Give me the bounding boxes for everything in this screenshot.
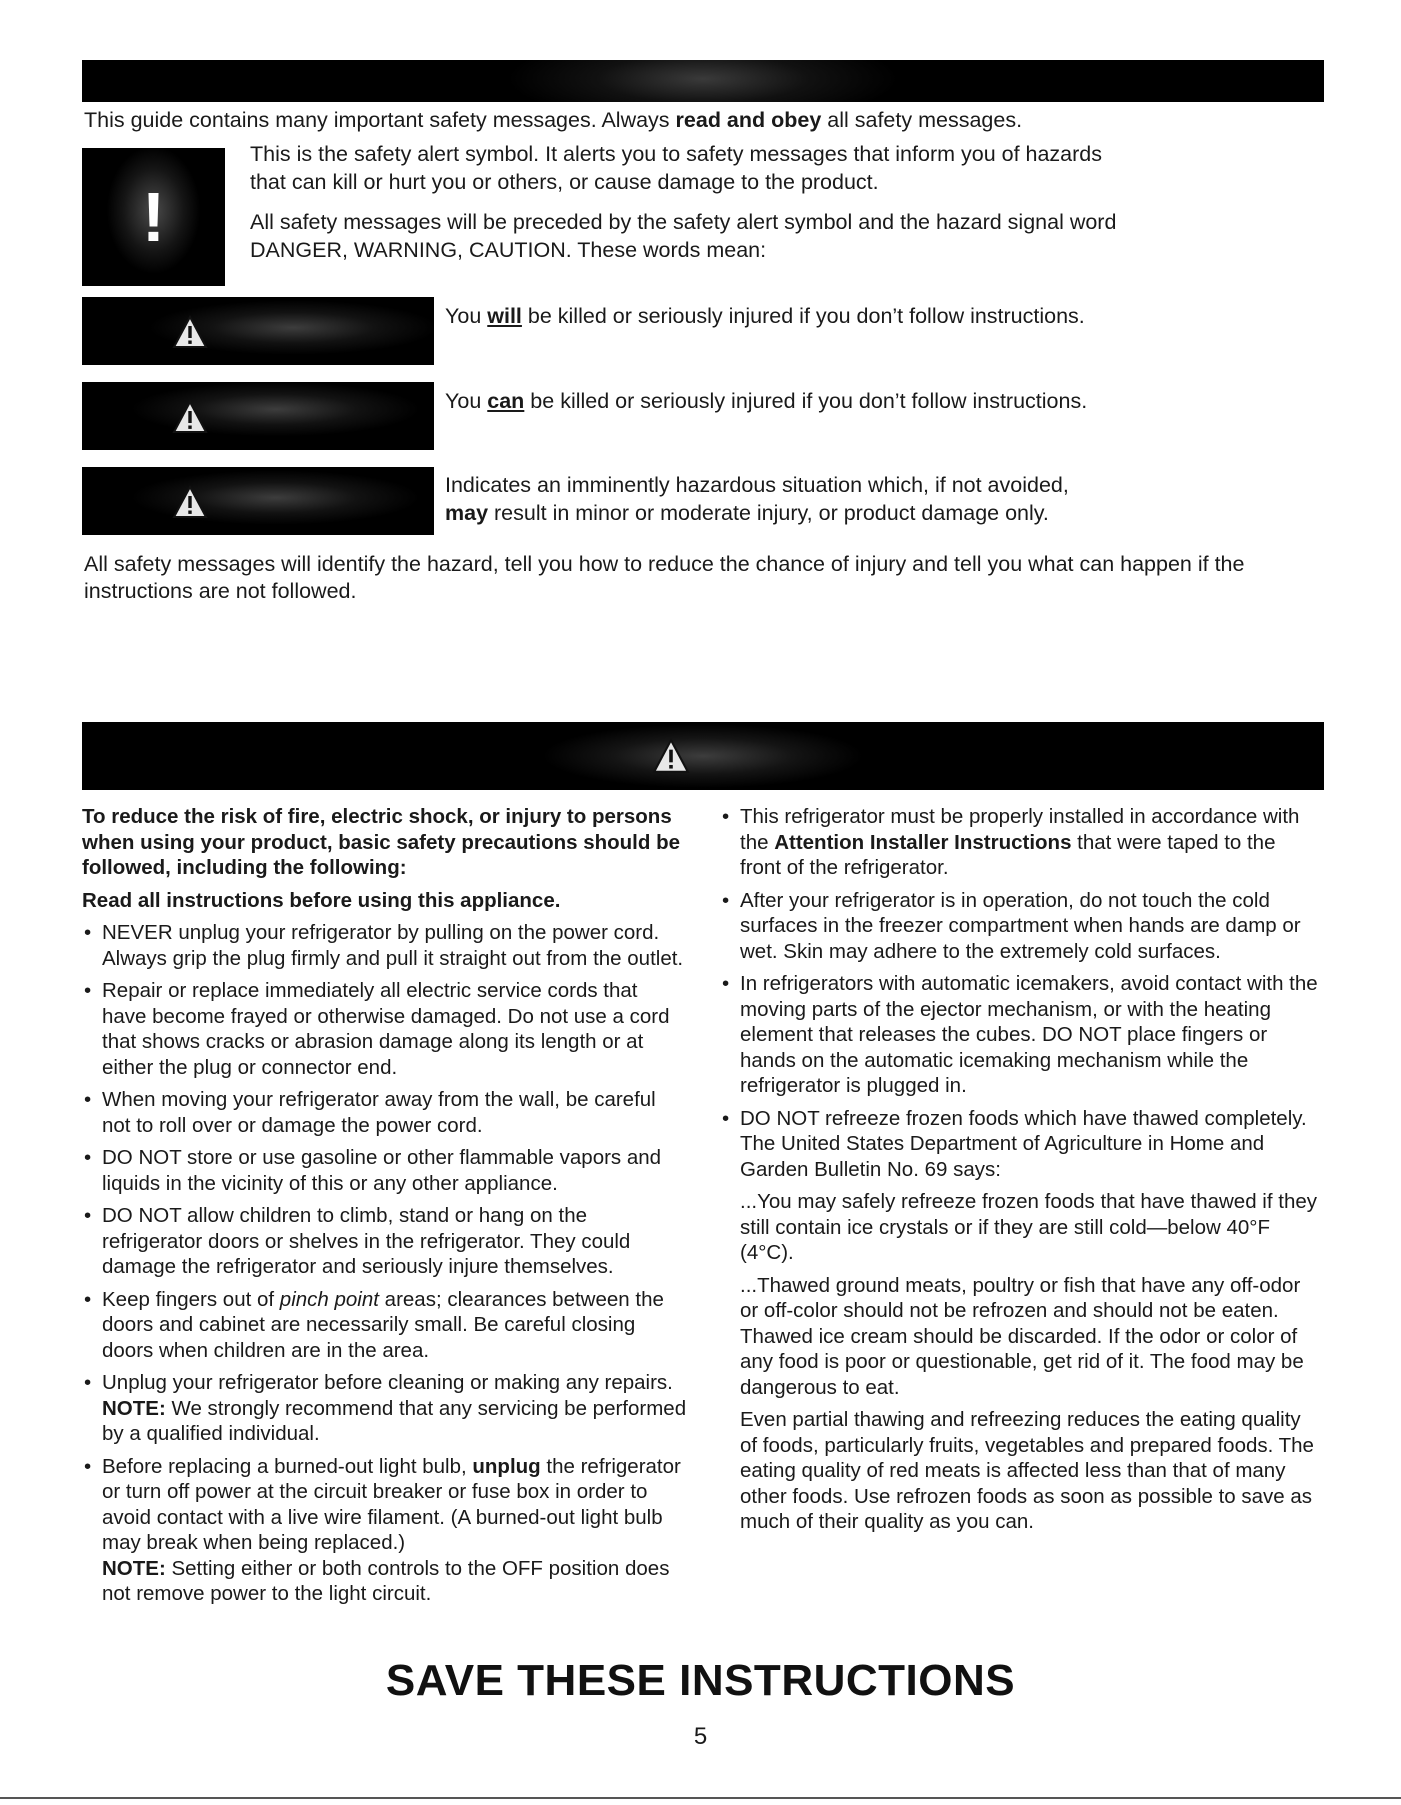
list-item: • DO NOT allow children to climb, stand or hang on the refrigerator doors or shelves in the refrigerator. They could damage the refrigerator and seriously injure themselves. xyxy=(82,1203,687,1280)
usda-quote-3: Even partial thawing and refreezing reduces the eating quality of foods, particularly fruits, vegetables and prepared foods. The eating quality of red meats is affected less than that of many other foods. Use refrozen foods as soon as possible to save as much of their quality as you can. xyxy=(740,1408,1314,1533)
left-bullet-list xyxy=(82,920,687,1607)
footer-divider xyxy=(0,1797,1401,1799)
warning-triangle-icon xyxy=(172,485,208,519)
safety-messages-paragraph: All safety messages will identify the hazard, tell you how to reduce the chance of injury and tell you what can happen if the instructions are not followed. xyxy=(84,552,1245,603)
right-bullet-list xyxy=(720,804,1320,1182)
list-item: • This refrigerator must be properly installed in accordance with the Attention Installer Instructions that were taped to the front of the refrigerator. xyxy=(720,804,1320,881)
list-item: • DO NOT store or use gasoline or other flammable vapors and liquids in the vicinity of this or any other appliance. xyxy=(82,1145,687,1196)
list-item: • When moving your refrigerator away from the wall, be careful not to roll over or damage the power cord. xyxy=(82,1087,687,1138)
caution-meaning: Indicates an imminently hazardous situation which, if not avoided, may result in minor or moderate injury, or product damage only. xyxy=(445,473,1069,525)
list-item: • In refrigerators with automatic icemakers, avoid contact with the moving parts of the ejector mechanism, or with the heating element that releases the cubes. DO NOT place fingers or hands on the automatic icemaking mechanism while the refrigerator is plugged in. xyxy=(720,971,1320,1099)
save-instructions-title: SAVE THESE INSTRUCTIONS xyxy=(385,1656,1016,1705)
exclamation-icon: ! xyxy=(141,178,166,256)
right-column xyxy=(720,804,1320,1542)
list-item: • DO NOT refreeze frozen foods which have thawed completely. The United States Department of Agriculture in Home and Garden Bulletin No. 69 says: xyxy=(720,1106,1320,1183)
danger-label xyxy=(82,297,434,365)
safety-header-bar xyxy=(82,60,1324,102)
list-item: • Keep fingers out of pinch point areas; clearances between the doors and cabinet are necessarily small. Be careful closing doors when children are in the area. xyxy=(82,1287,687,1364)
warning-label xyxy=(82,382,434,450)
read-all-instructions: Read all instructions before using this appliance. xyxy=(82,888,561,912)
intro-text: This guide contains many important safety messages. Always read and obey all safety messages. xyxy=(84,108,1023,132)
warning-meaning: You can be killed or seriously injured if you don’t follow instructions. xyxy=(445,389,1088,413)
warning-triangle-icon xyxy=(172,400,208,434)
list-item: • Repair or replace immediately all electric service cords that have become frayed or otherwise damaged. Do not use a cord that shows cracks or abrasion damage along its length or at either the plug or connector end. xyxy=(82,978,687,1080)
danger-meaning: You will be killed or seriously injured if you don’t follow instructions. xyxy=(445,304,1085,328)
list-item: • Before replacing a burned-out light bulb, unplug the refrigerator or turn off power at the circuit breaker or fuse box in order to avoid contact with a live wire filament. (A burned-out light bulb may break when being replaced.) NOTE: Setting either or both controls to the OFF position does not remove power to the light circuit. xyxy=(82,1454,687,1607)
important-safety-bar xyxy=(82,722,1324,790)
alert-symbol-description: This is the safety alert symbol. It alerts you to safety messages that inform you of hazards that can kill or hurt you or others, or cause damage to the product. xyxy=(250,142,1103,194)
usda-quote-1: ...You may safely refreeze frozen foods that have thawed if they still contain ice crystals or if they are still cold—below 40°F (4°C). xyxy=(740,1190,1317,1264)
warning-triangle-icon xyxy=(652,738,690,774)
list-item: • NEVER unplug your refrigerator by pulling on the power cord. Always grip the plug firmly and pull it straight out from the outlet. xyxy=(82,920,687,971)
page-number: 5 xyxy=(693,1723,708,1750)
precautions-heading: To reduce the risk of fire, electric shock, or injury to persons when using your product, basic safety precautions should be followed, including the following: xyxy=(82,805,681,879)
usda-quote-2: ...Thawed ground meats, poultry or fish that have any off-odor or off-color should not be refrozen and should not be eaten. Thawed ice cream should be discarded. If the odor or color of any food is poor or questionable, get rid of it. The food may be dangerous to eat. xyxy=(740,1273,1304,1399)
warning-triangle-icon xyxy=(172,315,208,349)
list-item: • Unplug your refrigerator before cleaning or making any repairs. NOTE: We strongly recommend that any servicing be performed by a qualified individual. xyxy=(82,1370,687,1447)
caution-label xyxy=(82,467,434,535)
signal-word-description: All safety messages will be preceded by the safety alert symbol and the hazard signal word DANGER, WARNING, CAUTION. These words mean: xyxy=(250,210,1117,262)
safety-alert-symbol xyxy=(82,148,225,286)
left-column xyxy=(82,804,687,1614)
list-item: • After your refrigerator is in operation, do not touch the cold surfaces in the freezer compartment when hands are damp or wet. Skin may adhere to the extremely cold surfaces. xyxy=(720,888,1320,965)
